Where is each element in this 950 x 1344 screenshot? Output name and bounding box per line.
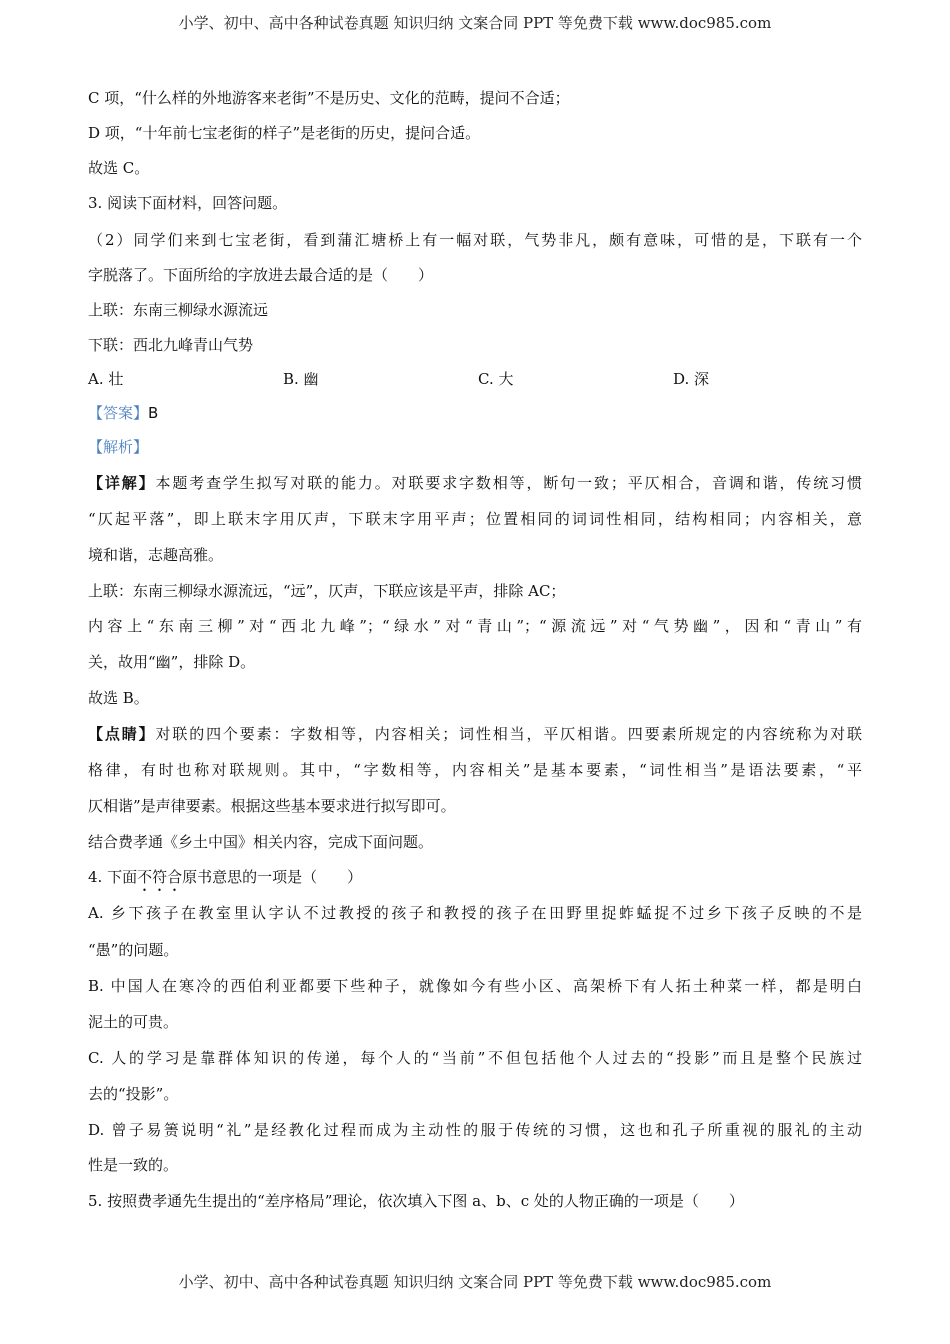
tip-label: 【点睛】 <box>88 725 156 743</box>
analysis-label: 【解析】 <box>88 438 149 456</box>
question-5-title: 5. 按照费孝通先生提出的“差序格局”理论，依次填入下图 a、b、c 处的人物正确的一项是（ ） <box>88 1192 744 1210</box>
option-c: C. 大 <box>478 370 514 388</box>
detail-line: 上联：东南三柳绿水源流远，“远”，仄声，下联应该是平声，排除 AC； <box>88 582 566 600</box>
question-4-title: 4. 下面不符合原书意思的一项是（ ） <box>88 868 363 886</box>
q4-option-d: D. 曾子易箦说明“礼”是经教化过程而成为主动性的服于传统的习惯，这也和孔子所重视的服礼的主动 <box>88 1121 862 1139</box>
text-line: （2）同学们来到七宝老街，看到蒲汇塘桥上有一幅对联，气势非凡，颇有意味，可惜的是，下联有一个 <box>88 231 862 249</box>
question-3-title: 3. 阅读下面材料，回答问题。 <box>88 194 288 212</box>
detail-line: 境和谐，志趣高雅。 <box>88 546 224 564</box>
q4-option-d-cont: 性是一致的。 <box>88 1156 179 1174</box>
text-line: 故选 C。 <box>88 159 150 177</box>
q3-options <box>88 369 862 389</box>
option-a: A. 壮 <box>88 370 124 388</box>
detail-line: 内容上“东南三柳”对“西北九峰”；“绿水”对“青山”；“源流远”对“气势幽”，因和“青山”有 <box>88 617 862 635</box>
tip-line: 格律，有时也称对联规则。其中，“字数相等，内容相关”是基本要素，“词性相当”是语法要素，“平 <box>88 761 862 779</box>
page-header: 小学、初中、高中各种试卷真题 知识归纳 文案合同 PPT 等免费下载 www.doc985.com <box>178 14 772 32</box>
text-line: 结合费孝通《乡土中国》相关内容，完成下面问题。 <box>88 833 434 851</box>
upper-couplet: 上联：东南三柳绿水源流远 <box>88 301 269 319</box>
detail-label: 【详解】 <box>88 474 156 492</box>
tip-line: 仄相谐”是声律要素。根据这些基本要求进行拟写即可。 <box>88 797 456 815</box>
q4-option-b-cont: 泥土的可贵。 <box>88 1013 179 1031</box>
answer <box>88 403 862 423</box>
q4-option-c: C. 人的学习是靠群体知识的传递，每个人的“当前”不但包括他个人过去的“投影”而且是整个民族过 <box>88 1049 862 1067</box>
page-footer: 小学、初中、高中各种试卷真题 知识归纳 文案合同 PPT 等免费下载 www.doc985.com <box>178 1273 772 1291</box>
q4-option-b: B. 中国人在寒冷的西伯利亚都要下些种子，就像如今有些小区、高架桥下有人拓土种菜一样，都是明白 <box>88 977 862 995</box>
text-line: 字脱落了。下面所给的字放进去最合适的是（ ） <box>88 266 434 284</box>
text-line: D 项，“十年前七宝老街的样子”是老街的历史，提问合适。 <box>88 124 481 142</box>
text-line: C 项，“什么样的外地游客来老街”不是历史、文化的范畴，提问不合适； <box>88 89 570 107</box>
q4-option-a-cont: “愚”的问题。 <box>88 941 179 959</box>
detail-line: 故选 B。 <box>88 689 149 707</box>
q4-option-c-cont: 去的“投影”。 <box>88 1085 179 1103</box>
answer-value: B <box>148 404 159 422</box>
q4-option-a: A. 乡下孩子在教室里认字认不过教授的孩子和教授的孩子在田野里捉蚱蜢捉不过乡下孩子反映的不是 <box>88 904 862 922</box>
tip-line: 【点睛】对联的四个要素：字数相等，内容相关；词性相当，平仄相谐。四要素所规定的内容统称为对联 <box>88 725 862 743</box>
detail-line: 关，故用“幽”，排除 D。 <box>88 653 256 671</box>
detail-line: 【详解】本题考查学生拟写对联的能力。对联要求字数相等，断句一致；平仄相合，音调和谐，传统习惯 <box>88 474 862 492</box>
option-b: B. 幽 <box>283 370 319 388</box>
emphasized-text: 不符合 <box>137 868 183 886</box>
answer-label: 【答案】 <box>88 404 149 422</box>
detail-line: “仄起平落”，即上联末字用仄声，下联末字用平声；位置相同的词词性相同，结构相同；内容相关，意 <box>88 510 862 528</box>
lower-couplet: 下联：西北九峰青山气势 <box>88 336 254 354</box>
option-d: D. 深 <box>673 370 710 388</box>
